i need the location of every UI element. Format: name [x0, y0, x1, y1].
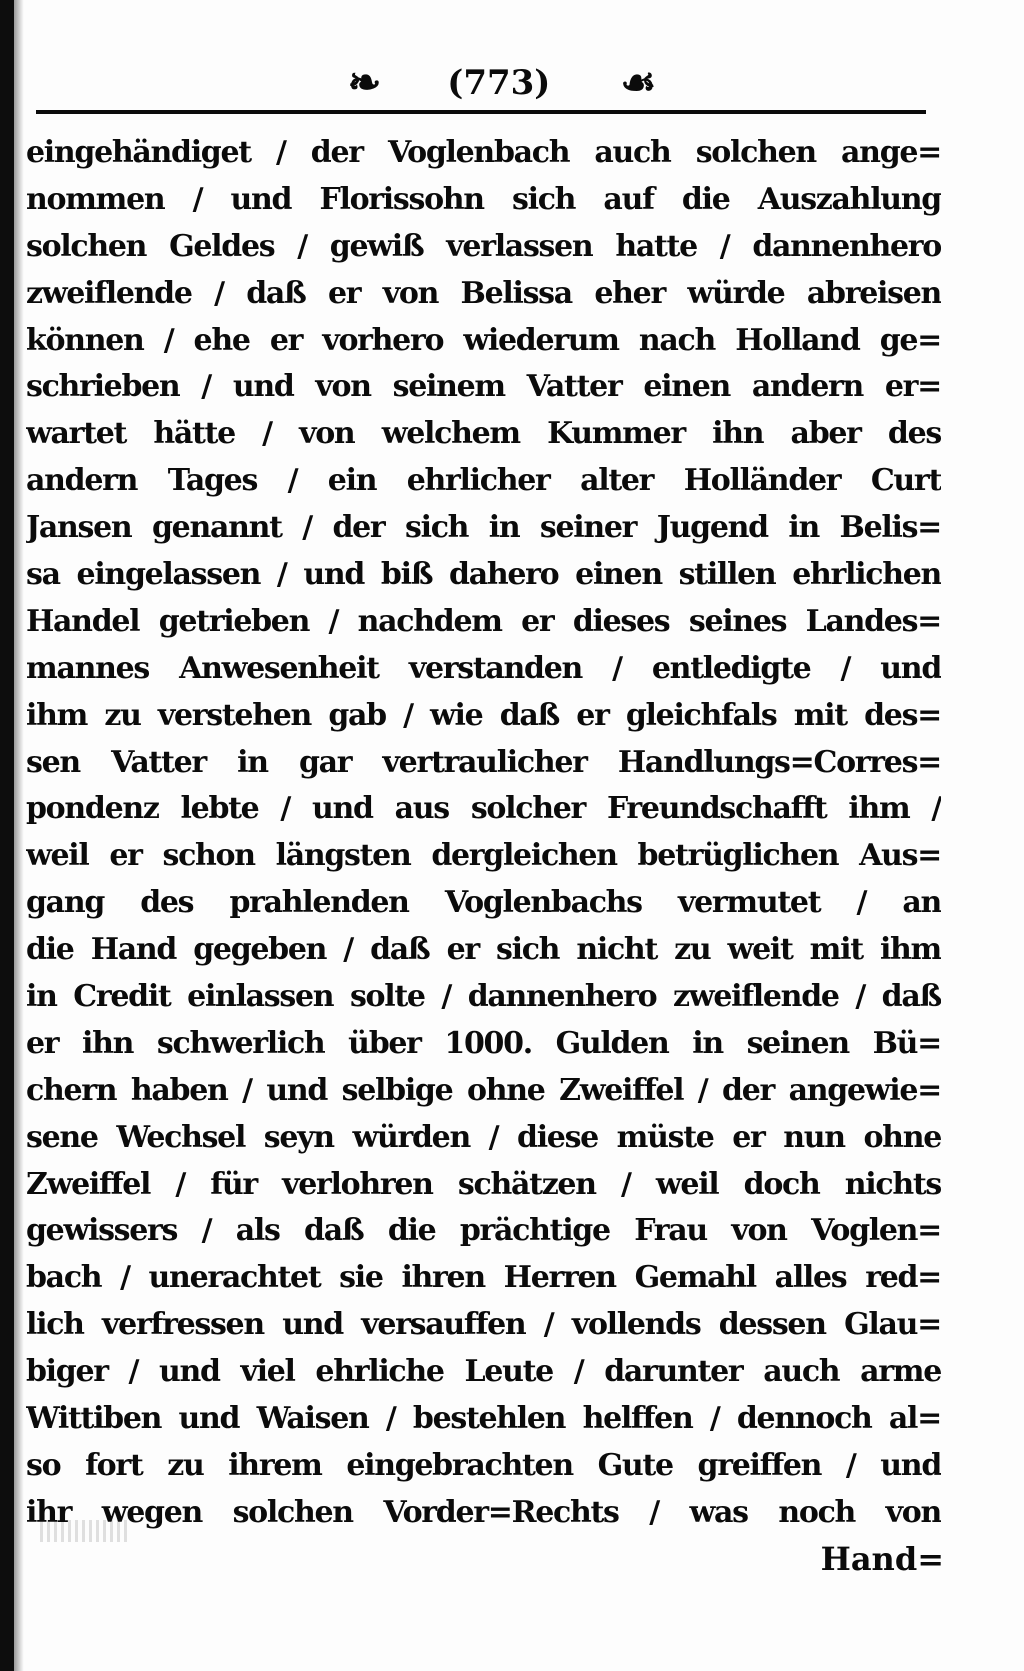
- text-line: sen Vatter in gar vertraulicher Handlungs=Corres=: [26, 744, 941, 780]
- text-line: bach / unerachtet sie ihren Herren Gemahl alles red=: [26, 1260, 941, 1296]
- text-line: gang des prahlenden Voglenbachs vermutet / an: [26, 885, 941, 921]
- text-line: zweiflende / daß er von Belissa eher würde abreisen: [26, 275, 941, 311]
- catchword: Hand=: [820, 1540, 944, 1578]
- text-line: schrieben / und von seinem Vatter einen andern er=: [26, 369, 941, 405]
- text-line: können / ehe er vorhero wiederum nach Holland ge=: [26, 322, 941, 358]
- text-line: Wittiben und Waisen / bestehlen helffen / dennoch al=: [26, 1401, 941, 1437]
- text-line: er ihn schwerlich über 1000. Gulden in seinen Bü=: [26, 1025, 941, 1061]
- text-line: Zweiffel / für verlohren schätzen / weil doch nichts: [26, 1166, 941, 1202]
- text-line: pondenz lebte / und aus solcher Freundschafft ihm /: [26, 791, 941, 827]
- left-ornament-icon: ❧: [347, 59, 378, 106]
- text-line: so fort zu ihrem eingebrachten Gute greiffen / und: [26, 1447, 941, 1483]
- page-header: [260, 58, 740, 108]
- text-line: weil er schon längsten dergleichen betrüglichen Aus=: [26, 838, 941, 874]
- text-line: sene Wechsel seyn würden / diese müste er nun ohne: [26, 1119, 941, 1155]
- faint-bleedthrough-mark: [40, 1520, 130, 1542]
- gutter-shadow: [14, 0, 24, 1671]
- text-line: eingehändiget / der Voglenbach auch solchen ange=: [26, 135, 941, 170]
- body-text: [26, 130, 941, 1537]
- text-line: andern Tages / ein ehrlicher alter Holländer Curt: [26, 463, 941, 499]
- text-line: die Hand gegeben / daß er sich nicht zu weit mit ihm: [26, 932, 941, 968]
- text-line: sa eingelassen / und biß dahero einen stillen ehrlichen: [26, 557, 941, 593]
- text-line: nommen / und Florissohn sich auf die Auszahlung: [26, 181, 941, 217]
- text-line: Handel getrieben / nachdem er dieses seines Landes=: [26, 603, 941, 639]
- text-line: solchen Geldes / gewiß verlassen hatte / dannenhero: [26, 228, 941, 264]
- text-line: chern haben / und selbige ohne Zweiffel / der angewie=: [26, 1072, 941, 1108]
- text-line: Jansen genannt / der sich in seiner Jugend in Belis=: [26, 510, 941, 546]
- page-number: (773): [447, 63, 551, 103]
- text-line: lich verfressen und versauffen / vollends dessen Glau=: [26, 1307, 941, 1343]
- text-line: ihm zu verstehen gab / wie daß er gleichfals mit des=: [26, 697, 941, 733]
- right-ornament-icon: ☙: [620, 59, 653, 106]
- book-spine-edge: [0, 0, 14, 1671]
- text-line: in Credit einlassen solte / dannenhero zweiflende / daß: [26, 979, 941, 1015]
- header-rule: [36, 110, 926, 114]
- text-line: mannes Anwesenheit verstanden / entledigte / und: [26, 650, 941, 686]
- text-line: biger / und viel ehrliche Leute / darunter auch arme: [26, 1354, 941, 1390]
- text-line: wartet hätte / von welchem Kummer ihn aber des: [26, 416, 941, 452]
- text-line: gewissers / als daß die prächtige Frau von Voglen=: [26, 1213, 941, 1249]
- text-line: ihr wegen solchen Vorder=Rechts / was noch von: [26, 1494, 941, 1530]
